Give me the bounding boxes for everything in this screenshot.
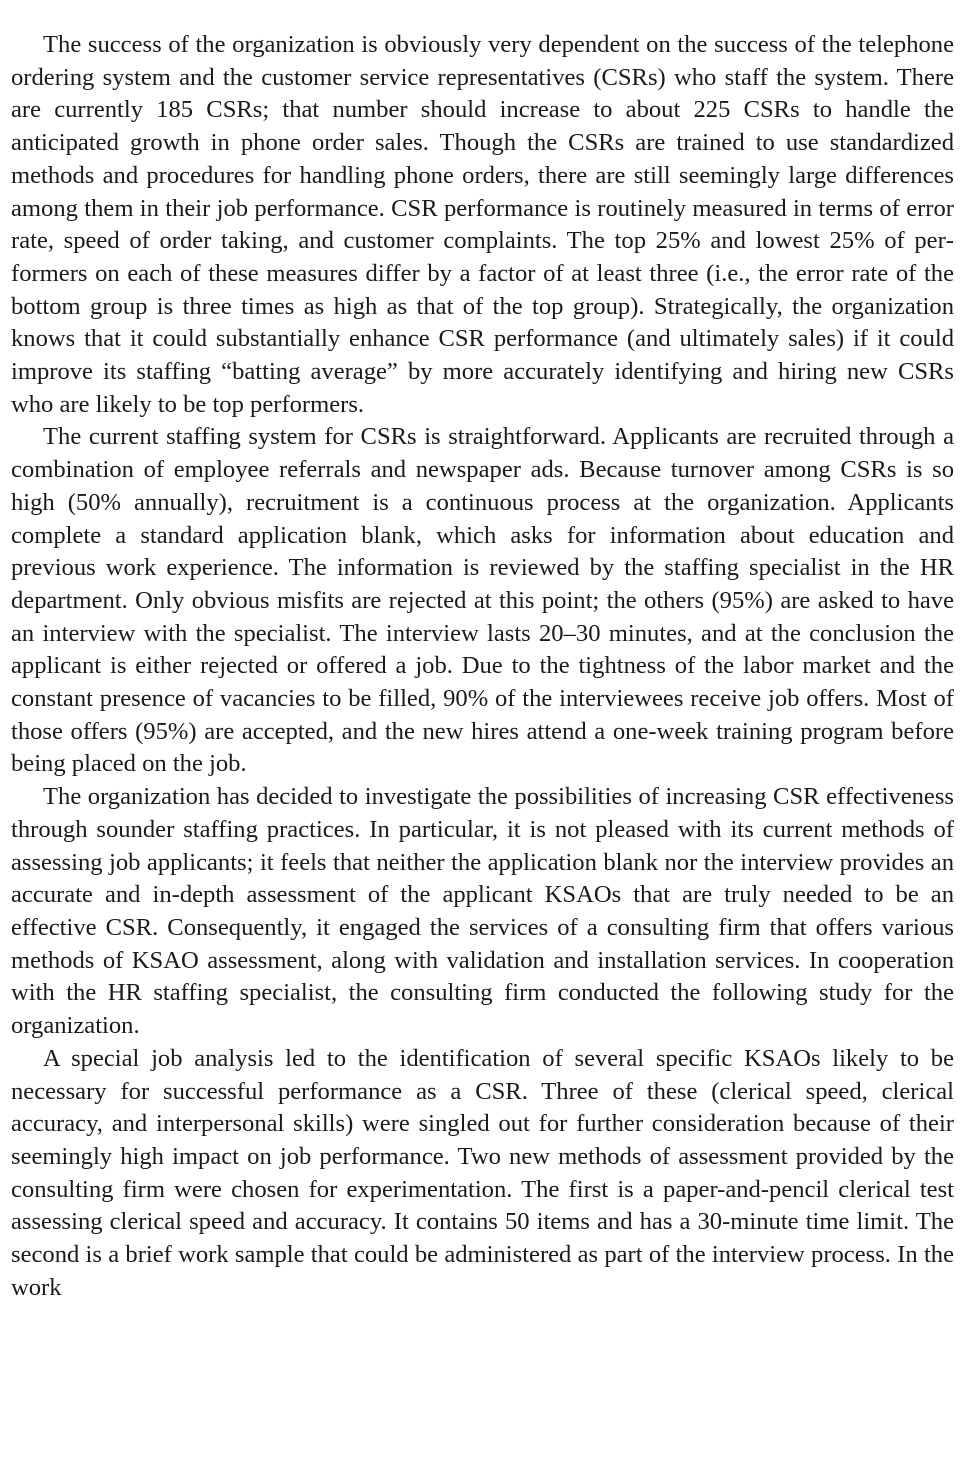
- document-page: [11, 29, 954, 1304]
- paragraph-4: A special job analysis led to the identification of several specific KSAOs likely to be necessary for successful performance as a CSR. Three of these (clerical speed, clerical accuracy, and interpersonal skills) were singled out for further consideration because of their seemingly high impact on job performance. Two new methods of assessment provided by the consulting firm were chosen for experimentation. The first is a paper-and-pencil clerical test assessing clerical speed and accuracy. It contains 50 items and has a 30-minute time limit. The second is a brief work sample that could be administered as part of the interview process. In the work: [11, 1044, 954, 1301]
- paragraph-3: The organization has decided to investigate the possibilities of increasing CSR effectiveness through sounder staffing practices. In particular, it is not pleased with its current methods of assessing job applicants; it feels that neither the application blank nor the interview provides an accurate and in-depth assessment of the applicant KSAOs that are truly needed to be an effective CSR. Consequently, it engaged the services of a consulting firm that offers various methods of KSAO assessment, along with validation and installation services. In cooperation with the HR staffing specialist, the consulting firm conducted the following study for the organization.: [11, 783, 954, 1040]
- paragraph-1: The success of the organization is obviously very dependent on the success of the telephone ordering system and the customer service representatives (CSRs) who staff the system. There are currently 185 CSRs; that number should increase to about 225 CSRs to handle the anticipated growth in phone order sales. Though the CSRs are trained to use standardized methods and procedures for handling phone orders, there are still seemingly large differences among them in their job performance. CSR performance is routinely measured in terms of error rate, speed of order taking, and customer complaints. The top 25% and lowest 25% of performers on each of these measures differ by a factor of at least three (i.e., the error rate of the bottom group is three times as high as that of the top group). Strategically, the organization knows that it could substantially enhance CSR performance (and ultimately sales) if it could improve its staffing “batting average” by more accurately identifying and hiring new CSRs who are likely to be top performers.: [11, 31, 954, 418]
- paragraph-2: The current staffing system for CSRs is straightforward. Applicants are recruited through a combination of employee referrals and newspaper ads. Because turnover among CSRs is so high (50% annually), recruitment is a continuous process at the organization. Applicants complete a standard application blank, which asks for information about education and previous work experience. The information is reviewed by the staffing specialist in the HR department. Only obvious misfits are rejected at this point; the others (95%) are asked to have an interview with the specialist. The interview lasts 20–30 minutes, and at the conclusion the applicant is either rejected or offered a job. Due to the tightness of the labor market and the constant presence of vacancies to be filled, 90% of the interviewees receive job offers. Most of those offers (95%) are accepted, and the new hires attend a one-week training program before being placed on the job.: [11, 423, 954, 778]
